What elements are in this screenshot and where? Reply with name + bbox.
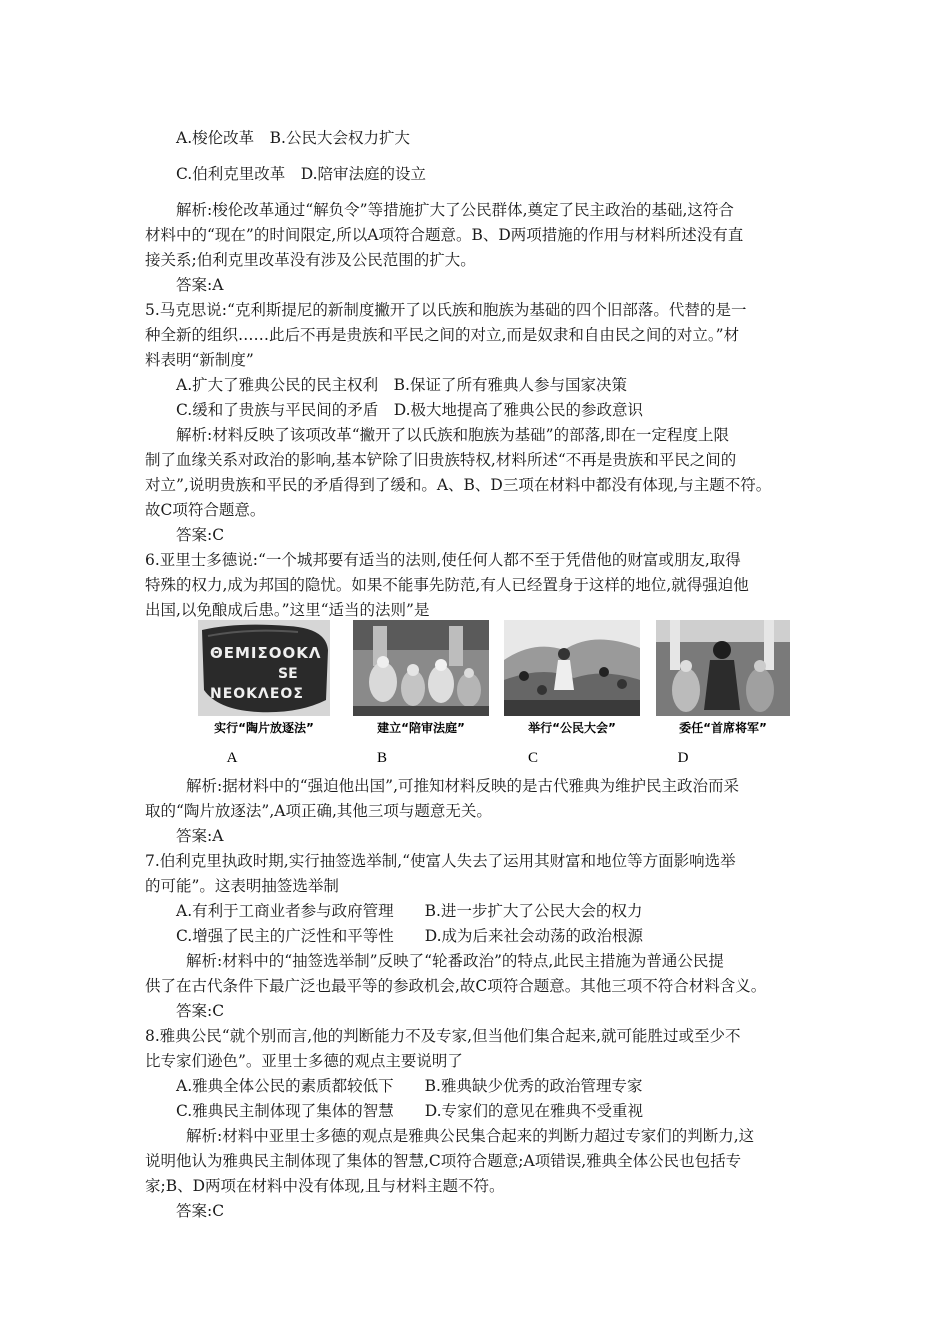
text-line: 8.雅典公民“就个别而言,他的判断能力不及专家,但当他们集合起来,就可能胜过或至少不 bbox=[145, 1027, 741, 1045]
figure-d-caption: 委任“首席将军” bbox=[679, 721, 767, 735]
text-line: C.伯利克里改革 D.陪审法庭的设立 bbox=[176, 165, 427, 183]
figure-c-assembly-image bbox=[504, 620, 640, 716]
text-line: C.雅典民主制体现了集体的智慧 D.专家们的意见在雅典不受重视 bbox=[176, 1102, 644, 1120]
figure-a-ostracon-image bbox=[198, 620, 330, 716]
text-line: 答案:A bbox=[176, 276, 224, 294]
text-line: 制了血缘关系对政治的影响,基本铲除了旧贵族特权,材料所述“不再是贵族和平民之间的 bbox=[145, 451, 737, 469]
text-line: A.雅典全体公民的素质都较低下 B.雅典缺少优秀的政治管理专家 bbox=[176, 1077, 643, 1095]
text-line: 材料中的“现在”的时间限定,所以A项符合题意。B、D两项措施的作用与材料所述没有直 bbox=[145, 226, 744, 244]
text-line: 答案:C bbox=[176, 1002, 225, 1020]
text-line: 家;B、D两项在材料中没有体现,且与材料主题不符。 bbox=[145, 1177, 505, 1195]
text-line: 供了在古代条件下最广泛也最平等的参政机会,故C项符合题意。其他三项不符合材料含义。 bbox=[145, 977, 767, 995]
figure-d-general-image bbox=[656, 620, 790, 716]
text-line: 特殊的权力,成为邦国的隐忧。如果不能事先防范,有人已经置身于这样的地位,就得强迫他 bbox=[145, 576, 749, 594]
text-line: A.有利于工商业者参与政府管理 B.进一步扩大了公民大会的权力 bbox=[176, 902, 643, 920]
figure-c-letter: C bbox=[527, 750, 538, 766]
assembly-picture bbox=[504, 620, 640, 716]
text-line: 料表明“新制度” bbox=[145, 351, 254, 369]
text-line: C.缓和了贵族与平民间的矛盾 D.极大地提高了雅典公民的参政意识 bbox=[176, 401, 644, 419]
figure-b-jury-court-image bbox=[353, 620, 489, 716]
figure-b-caption: 建立“陪审法庭” bbox=[377, 721, 465, 735]
jury-court-picture bbox=[353, 620, 489, 716]
text-line: 6.亚里士多德说:“一个城邦要有适当的法则,使任何人都不至于凭借他的财富或朋友,取得 bbox=[145, 551, 741, 569]
text-line: 对立”,说明贵族和平民的矛盾得到了缓和。A、B、D三项在材料中都没有体现,与主题不符。 bbox=[145, 476, 772, 494]
text-line: 说明他认为雅典民主制体现了集体的智慧,C项符合题意;A项错误,雅典全体公民也包括专 bbox=[145, 1152, 742, 1170]
text-line: 出国,以免酿成后患。”这里“适当的法则”是 bbox=[145, 601, 430, 619]
text-line: 解析:材料中的“抽签选举制”反映了“轮番政治”的特点,此民主措施为普通公民提 bbox=[186, 952, 724, 970]
text-line: 接关系;伯利克里改革没有涉及公民范围的扩大。 bbox=[145, 251, 476, 269]
text-line: 7.伯利克里执政时期,实行抽签选举制,“使富人失去了运用其财富和地位等方面影响选举 bbox=[145, 852, 736, 870]
text-line: 的可能”。这表明抽签选举制 bbox=[145, 877, 339, 895]
text-line: 答案:C bbox=[176, 526, 225, 544]
ostracon-line-2: SE bbox=[278, 666, 298, 682]
ostracon-line-3: NEOKΛEOΣ bbox=[210, 686, 304, 702]
text-line: 答案:C bbox=[176, 1202, 225, 1220]
text-line: 比专家们逊色”。亚里士多德的观点主要说明了 bbox=[145, 1052, 463, 1070]
figure-a-caption: 实行“陶片放逐法” bbox=[214, 721, 314, 735]
figure-b-letter: B bbox=[376, 750, 387, 766]
general-picture bbox=[656, 620, 790, 716]
text-line: A.扩大了雅典公民的民主权利 B.保证了所有雅典人参与国家决策 bbox=[176, 376, 627, 394]
text-line: C.增强了民主的广泛性和平等性 D.成为后来社会动荡的政治根源 bbox=[176, 927, 644, 945]
text-line: 5.马克思说:“克利斯提尼的新制度撇开了以氏族和胞族为基础的四个旧部落。代替的是一 bbox=[145, 301, 747, 319]
text-line: 解析:材料中亚里士多德的观点是雅典公民集合起来的判断力超过专家们的判断力,这 bbox=[186, 1127, 755, 1145]
ostracon-picture bbox=[198, 620, 330, 716]
figure-a-letter: A bbox=[226, 750, 238, 766]
text-line: A.梭伦改革 B.公民大会权力扩大 bbox=[176, 129, 410, 147]
figure-d-letter: D bbox=[677, 750, 689, 766]
text-line: 答案:A bbox=[176, 827, 224, 845]
text-line: 解析:材料反映了该项改革“撇开了以氏族和胞族为基础”的部落,即在一定程度上限 bbox=[176, 426, 729, 444]
option-figures bbox=[198, 620, 790, 770]
text-line: 故C项符合题意。 bbox=[145, 501, 266, 519]
figure-c-caption: 举行“公民大会” bbox=[528, 721, 616, 735]
text-line: 解析:据材料中的“强迫他出国”,可推知材料反映的是古代雅典为维护民主政治而采 bbox=[186, 777, 739, 795]
text-line: 种全新的组织……此后不再是贵族和平民之间的对立,而是奴隶和自由民之间的对立。”材 bbox=[145, 326, 740, 344]
ostracon-line-1: ΘEMIΣOOKΛ bbox=[210, 644, 322, 662]
text-line: 取的“陶片放逐法”,A项正确,其他三项与题意无关。 bbox=[145, 802, 492, 820]
text-line: 解析:梭伦改革通过“解负令”等措施扩大了公民群体,奠定了民主政治的基础,这符合 bbox=[176, 201, 734, 219]
